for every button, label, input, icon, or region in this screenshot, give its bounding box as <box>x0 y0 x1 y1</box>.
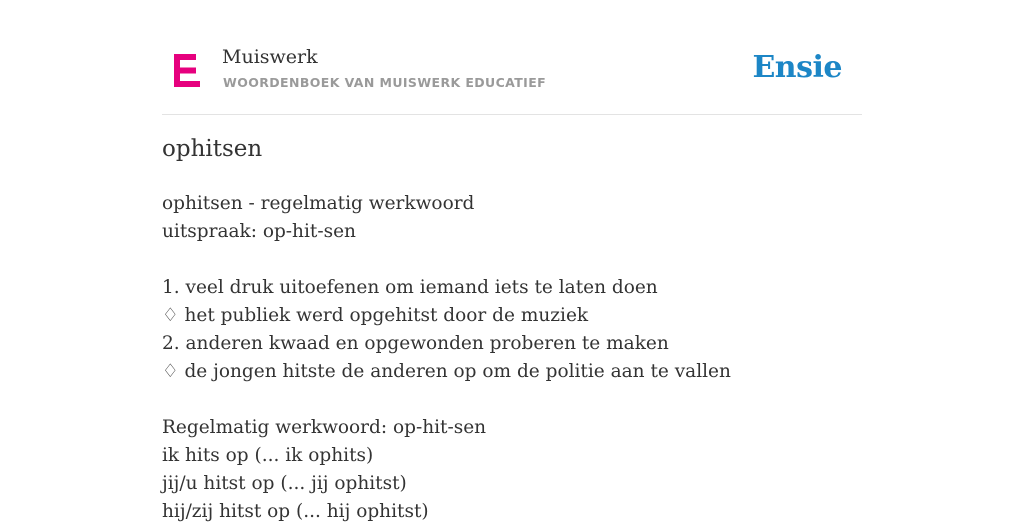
spacer <box>162 246 862 274</box>
conjugation-title: Regelmatig werkwoord: op-hit-sen <box>162 417 487 438</box>
conjugation-line: ik hits op (... ik ophits) <box>162 445 374 466</box>
dictionary-entry <box>162 190 862 526</box>
definition-1: 1. veel druk uitoefenen om iemand iets te laten doen <box>162 277 658 298</box>
conjugation-line: hij/zij hitst op (... hij ophitst) <box>162 501 429 522</box>
pronunciation: uitspraak: op-hit-sen <box>162 221 356 242</box>
example-2: ♢ de jongen hitste de anderen op om de politie aan te vallen <box>162 361 731 382</box>
site-subtitle: WOORDENBOEK VAN MUISWERK EDUCATIEF <box>223 75 547 90</box>
spacer <box>162 386 862 414</box>
site-header <box>162 40 862 115</box>
conjugation-line: jij/u hitst op (... jij ophitst) <box>162 473 407 494</box>
definition-2: 2. anderen kwaad en opgewonden proberen te maken <box>162 333 669 354</box>
example-1: ♢ het publiek werd opgehitst door de muziek <box>162 305 589 326</box>
muiswerk-logo-icon[interactable] <box>172 53 202 88</box>
ensie-brand-link[interactable]: Ensie <box>752 50 842 85</box>
page-title: ophitsen <box>162 136 263 162</box>
site-name[interactable]: Muiswerk <box>222 46 318 68</box>
part-of-speech: ophitsen - regelmatig werkwoord <box>162 193 475 214</box>
